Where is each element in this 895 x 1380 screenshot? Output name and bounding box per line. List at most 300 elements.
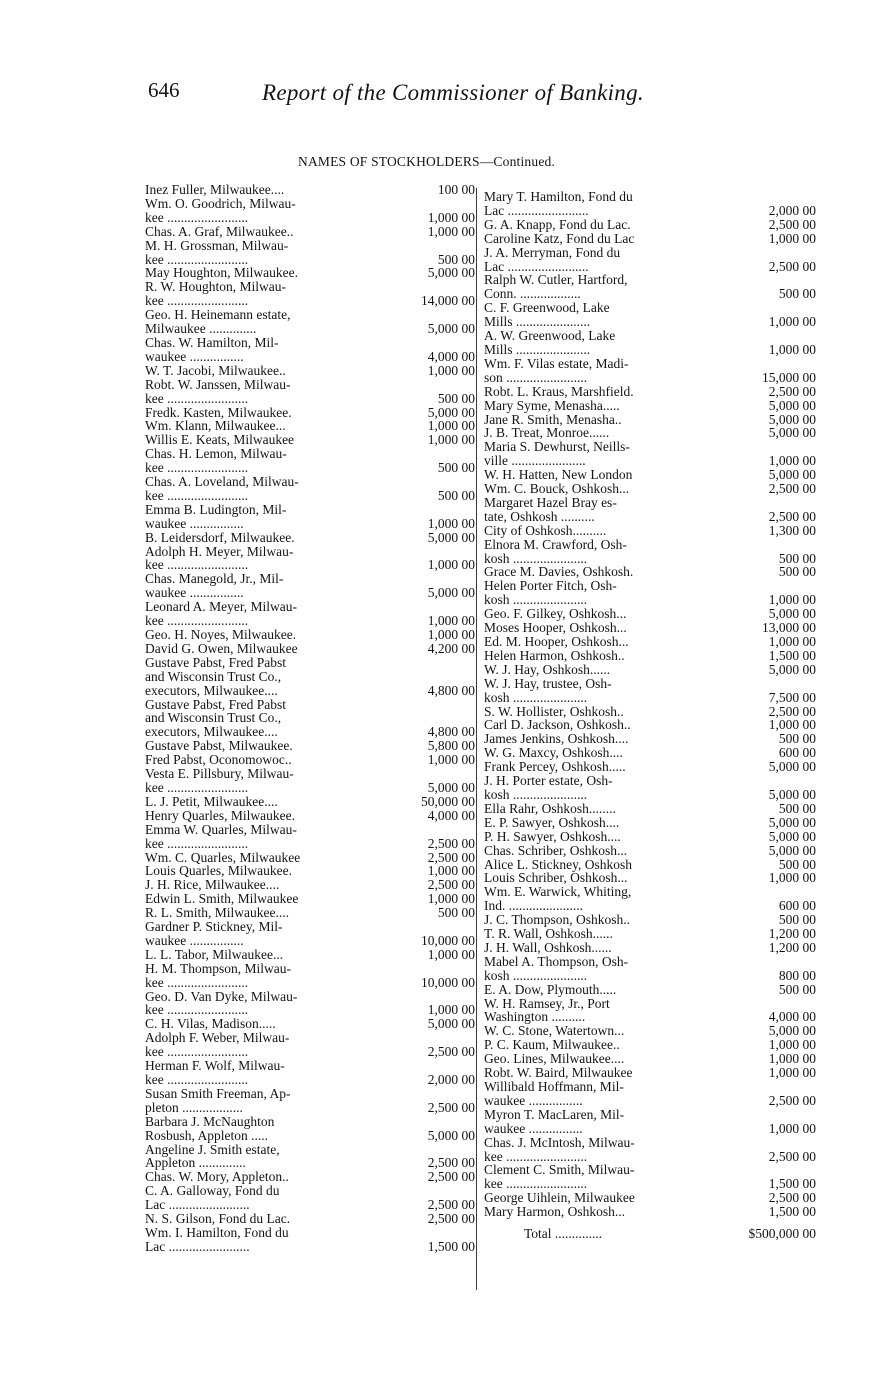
share-amount: 5,000 00 (768, 786, 816, 802)
share-amount: 1,000 00 (768, 230, 816, 246)
share-amount: 500 00 (437, 460, 475, 476)
stockholder-name: Chas. W. Hamilton, Mil- waukee ................ (145, 334, 279, 364)
stockholder-row (145, 1170, 475, 1184)
stockholder-name: Frank Percey, Oshkosh..... (484, 759, 626, 775)
stockholder-row (484, 468, 816, 482)
share-amount: 1,000 00 (427, 1002, 475, 1018)
stockholder-name: Carl D. Jackson, Oshkosh.. (484, 717, 631, 733)
share-amount: 4,000 00 (768, 1009, 816, 1025)
share-amount: 2,500 00 (427, 1099, 475, 1115)
stockholder-row (484, 746, 816, 760)
stockholder-name: G. A. Knapp, Fond du Lac. (484, 216, 631, 232)
stockholder-row (484, 913, 816, 927)
stockholder-row (484, 1024, 816, 1038)
stockholder-name: Robt. L. Kraus, Marshfield. (484, 383, 634, 399)
share-amount: 1,000 00 (768, 341, 816, 357)
stockholder-row (145, 990, 475, 1018)
stockholder-row (145, 767, 475, 795)
share-amount: 1,000 00 (427, 863, 475, 879)
stockholder-name: W. J. Hay, trustee, Osh- kosh ...................... (484, 675, 612, 705)
stockholder-row (484, 1136, 816, 1164)
share-amount: 13,000 00 (762, 620, 816, 636)
stockholder-row (145, 642, 475, 656)
share-amount: 2,500 00 (427, 1197, 475, 1213)
share-amount: 500 00 (778, 800, 816, 816)
stockholder-row (484, 997, 816, 1025)
stockholder-name: L. J. Petit, Milwaukee.... (145, 793, 278, 809)
stockholder-row (484, 621, 816, 635)
share-amount: 2,500 00 (427, 835, 475, 851)
share-amount: 5,000 00 (768, 828, 816, 844)
stockholder-name: Moses Hooper, Oshkosh... (484, 620, 627, 636)
share-amount: 500 00 (778, 564, 816, 580)
stockholder-row (145, 419, 475, 433)
stockholder-row (484, 871, 816, 885)
stockholder-name: Angeline J. Smith estate, Appleton .............. (145, 1141, 280, 1171)
stockholder-name: James Jenkins, Oshkosh.... (484, 731, 629, 747)
stockholder-name: Geo. H. Noyes, Milwaukee. (145, 627, 297, 642)
stockholder-row (145, 336, 475, 364)
section-heading: NAMES OF STOCKHOLDERS—Continued. (298, 154, 556, 169)
stockholder-row (145, 1143, 475, 1171)
share-amount: 1,000 00 (427, 418, 475, 434)
stockholder-row (484, 218, 816, 232)
stockholder-row (145, 433, 475, 447)
share-amount: 10,000 00 (421, 932, 475, 948)
stockholder-row (145, 739, 475, 753)
stockholder-row (484, 955, 816, 983)
stockholder-row (145, 698, 475, 740)
stockholder-row (145, 475, 475, 503)
stockholder-row (145, 809, 475, 823)
stockholder-row (484, 858, 816, 872)
stockholder-row (484, 941, 816, 955)
share-amount: 1,000 00 (768, 453, 816, 469)
stockholder-name: Chas. J. McIntosh, Milwau- kee ........................ (484, 1134, 635, 1164)
stockholder-name: Chas. A. Loveland, Milwau- kee ........................ (145, 474, 299, 503)
stockholder-row (484, 983, 816, 997)
stockholder-name: Willibald Hoffmann, Mil- waukee ................ (484, 1079, 624, 1108)
stockholder-name: Chas. H. Lemon, Milwau- kee ........................ (145, 446, 287, 476)
stockholder-row (484, 1205, 816, 1219)
stockholder-name: Ralph W. Cutler, Hartford, Conn. .................. (484, 272, 628, 302)
stockholder-name: Emma B. Ludington, Mil- waukee ................ (145, 501, 287, 531)
stockholder-row (145, 1059, 475, 1087)
stockholder-name: J. H. Wall, Oshkosh...... (484, 939, 612, 955)
stockholder-row (484, 496, 816, 524)
stockholder-row (145, 1115, 475, 1143)
stockholder-row (145, 906, 475, 920)
stockholder-name: Grace M. Davies, Oshkosh. (484, 564, 634, 580)
stockholder-name: Leonard A. Meyer, Milwau- kee ........................ (145, 599, 298, 629)
share-amount: 1,000 00 (768, 1065, 816, 1081)
stockholder-row (484, 385, 816, 399)
stockholder-name: Ed. M. Hooper, Oshkosh... (484, 634, 629, 649)
stockholder-row (484, 413, 816, 427)
stockholder-name: Gustave Pabst, Milwaukee. (145, 738, 293, 754)
share-amount: 5,000 00 (427, 404, 475, 420)
share-amount: 500 00 (778, 550, 816, 566)
stockholder-name: Chas. A. Graf, Milwaukee.. (145, 223, 294, 239)
share-amount: 1,000 00 (427, 557, 475, 573)
share-amount: 5,000 00 (768, 467, 816, 483)
share-amount: 5,000 00 (427, 1016, 475, 1032)
stockholder-row (484, 1163, 816, 1191)
share-amount: 5,000 00 (768, 814, 816, 830)
stockholder-row (145, 795, 475, 809)
stockholder-row (484, 732, 816, 746)
share-amount: 2,500 00 (768, 1092, 816, 1108)
share-amount: 4,800 00 (427, 724, 475, 740)
stockholder-row (145, 878, 475, 892)
stockholder-row (484, 246, 816, 274)
share-amount: 2,500 00 (427, 1155, 475, 1171)
stockholder-row (484, 607, 816, 621)
share-amount: 1,200 00 (768, 926, 816, 942)
stockholder-name: Gustave Pabst, Fred Pabst and Wisconsin Trust Co., executors, Milwaukee.... (145, 654, 286, 698)
stockholder-name: David G. Owen, Milwaukee (145, 640, 298, 656)
stockholder-name: E. P. Sawyer, Oshkosh.... (484, 814, 620, 830)
share-amount: 1,500 00 (768, 1176, 816, 1192)
stockholder-row (145, 851, 475, 865)
stockholder-name: Mabel A. Thompson, Osh- kosh ...................... (484, 953, 629, 983)
stockholder-name: Adolph H. Meyer, Milwau- kee ........................ (145, 543, 294, 573)
stockholder-row (145, 1087, 475, 1115)
share-amount: 1,000 00 (768, 1051, 816, 1067)
share-amount: 2,500 00 (768, 703, 816, 719)
stockholder-name: Alice L. Stickney, Oshkosh (484, 856, 632, 872)
share-amount: 1,500 00 (427, 1238, 475, 1254)
share-amount: 5,000 00 (427, 265, 475, 281)
share-amount: 1,000 00 (768, 717, 816, 733)
share-amount: 2,500 00 (427, 1169, 475, 1185)
share-amount: 4,000 00 (427, 348, 475, 364)
stockholder-name: W. H. Ramsey, Jr., Port Washington .......... (484, 995, 610, 1025)
stockholder-row (484, 524, 816, 538)
stockholder-row (484, 482, 816, 496)
stockholder-name: C. H. Vilas, Madison..... (145, 1016, 276, 1032)
stockholder-name: E. A. Dow, Plymouth..... (484, 981, 617, 997)
share-amount: 1,000 00 (427, 613, 475, 629)
stockholder-name: Inez Fuller, Milwaukee.... (145, 182, 285, 197)
share-amount: 2,500 00 (768, 383, 816, 399)
stockholder-name: Geo. F. Gilkey, Oshkosh... (484, 606, 627, 622)
share-amount: 4,200 00 (427, 640, 475, 656)
stockholder-row (145, 197, 475, 225)
share-amount: 2,500 00 (768, 508, 816, 524)
stockholder-name: Ella Rahr, Oshkosh........ (484, 800, 616, 816)
stockholder-row (484, 760, 816, 774)
share-amount: 500 00 (778, 286, 816, 302)
stockholder-row (484, 190, 816, 218)
stockholder-name: Geo. Lines, Milwaukee.... (484, 1051, 625, 1067)
stockholder-name: S. W. Hollister, Oshkosh.. (484, 703, 624, 719)
left-column (145, 183, 475, 1254)
share-amount: 1,000 00 (768, 1037, 816, 1053)
share-amount: 800 00 (778, 967, 816, 983)
share-amount: 1,000 00 (427, 209, 475, 225)
stockholder-name: Helen Porter Fitch, Osh- kosh ...................... (484, 578, 617, 608)
share-amount: 500 00 (437, 251, 475, 267)
stockholder-name: Susan Smith Freeman, Ap- pleton .................. (145, 1085, 291, 1115)
stockholder-row (145, 656, 475, 698)
stockholder-name: R. W. Houghton, Milwau- kee ........................ (145, 279, 287, 309)
stockholder-row (484, 440, 816, 468)
stockholder-name: May Houghton, Milwaukee. (145, 265, 298, 281)
share-amount: 1,000 00 (768, 870, 816, 886)
stockholder-name: T. R. Wall, Oshkosh...... (484, 926, 613, 942)
stockholder-row (145, 503, 475, 531)
share-amount: 1,000 00 (768, 1120, 816, 1136)
share-amount: 2,500 00 (427, 877, 475, 893)
stockholder-name: Emma W. Quarles, Milwau- kee ........................ (145, 821, 297, 851)
stockholder-name: L. L. Tabor, Milwaukee... (145, 946, 284, 962)
stockholder-name: Henry Quarles, Milwaukee. (145, 807, 295, 823)
stockholder-name: Wm. C. Bouck, Oshkosh... (484, 481, 630, 497)
share-amount: 1,000 00 (427, 515, 475, 531)
stockholder-name: W. C. Stone, Watertown... (484, 1023, 625, 1039)
stockholder-row (145, 1017, 475, 1031)
stockholder-name: Wm. C. Quarles, Milwaukee (145, 849, 301, 865)
stockholder-name: Wm. F. Vilas estate, Madi- son ........................ (484, 355, 629, 385)
share-amount: 5,000 00 (768, 411, 816, 427)
stockholder-row (484, 273, 816, 301)
share-amount: 1,000 00 (768, 634, 816, 649)
stockholder-name: Wm. O. Goodrich, Milwau- kee ........................ (145, 195, 296, 225)
stockholder-row (145, 823, 475, 851)
stockholder-name: J. B. Treat, Monroe...... (484, 425, 610, 441)
stockholder-name: Margaret Hazel Bray es- tate, Oshkosh .......... (484, 494, 617, 524)
share-amount: 5,000 00 (427, 321, 475, 337)
stockholder-name: Chas. W. Mory, Appleton.. (145, 1169, 289, 1185)
stockholder-row (145, 266, 475, 280)
share-amount: 2,500 00 (427, 849, 475, 865)
stockholder-name: Adolph F. Weber, Milwau- kee ........................ (145, 1030, 290, 1060)
stockholder-name: Chas. Schriber, Oshkosh... (484, 842, 628, 858)
stockholder-row (484, 718, 816, 732)
share-amount: 600 00 (778, 745, 816, 761)
share-amount: 500 00 (778, 912, 816, 928)
stockholder-name: George Uihlein, Milwaukee (484, 1190, 635, 1206)
share-amount: 500 00 (437, 905, 475, 921)
share-amount: 1,200 00 (768, 939, 816, 955)
stockholder-name: City of Oshkosh.......... (484, 522, 607, 538)
total-row (484, 1227, 816, 1241)
share-amount: 2,000 00 (768, 202, 816, 218)
stockholder-name: W. G. Maxcy, Oshkosh.... (484, 745, 623, 761)
share-amount: 5,000 00 (427, 1127, 475, 1143)
stockholder-name: J. H. Porter estate, Osh- kosh ...................... (484, 773, 613, 802)
share-amount: 10,000 00 (421, 974, 475, 990)
stockholder-row (484, 830, 816, 844)
share-amount: 500 00 (778, 731, 816, 747)
share-amount: 600 00 (778, 898, 816, 914)
stockholder-row (484, 649, 816, 663)
stockholder-name: P. H. Sawyer, Oshkosh.... (484, 828, 621, 844)
share-amount: 1,000 00 (427, 946, 475, 962)
share-amount: 5,000 00 (427, 529, 475, 545)
stockholder-row (145, 1212, 475, 1226)
share-amount: 5,800 00 (427, 738, 475, 754)
stockholder-row (145, 1226, 475, 1254)
stockholder-row (484, 802, 816, 816)
stockholder-name: Vesta E. Pillsbury, Milwau- kee ........................ (145, 766, 294, 795)
share-amount: 2,500 00 (768, 1148, 816, 1164)
share-amount: 2,500 00 (768, 481, 816, 497)
stockholder-name: Herman F. Wolf, Milwau- kee ........................ (145, 1058, 285, 1087)
share-amount: 5,000 00 (768, 661, 816, 677)
stockholder-row (484, 399, 816, 413)
share-amount: 5,000 00 (768, 842, 816, 858)
share-amount: 2,500 00 (768, 1190, 816, 1206)
stockholder-name: H. M. Thompson, Milwau- kee ........................ (145, 960, 292, 990)
stockholder-name: Barbara J. McNaughton Rosbush, Appleton ..... (145, 1113, 275, 1143)
share-amount: 1,000 00 (768, 314, 816, 330)
stockholder-name: Elnora M. Crawford, Osh- kosh ...................... (484, 536, 627, 566)
stockholder-row (145, 628, 475, 642)
stockholder-name: Willis E. Keats, Milwaukee (145, 432, 295, 448)
stockholder-name: Robt. W. Baird, Milwaukee (484, 1065, 633, 1081)
stockholder-name: Gustave Pabst, Fred Pabst and Wisconsin Trust Co., executors, Milwaukee.... (145, 696, 286, 740)
stockholder-row (484, 927, 816, 941)
stockholder-name: Chas. Manegold, Jr., Mil- waukee ................ (145, 571, 284, 601)
share-amount: 50,000 00 (421, 793, 475, 809)
stockholder-name: Robt. W. Janssen, Milwau- kee ........................ (145, 376, 291, 406)
share-amount: 1,000 00 (427, 752, 475, 768)
stockholder-row (145, 239, 475, 267)
share-amount: 2,000 00 (427, 1072, 475, 1087)
stockholder-row (145, 183, 475, 197)
stockholder-row (484, 677, 816, 705)
stockholder-name: Gardner P. Stickney, Mil- waukee ................ (145, 919, 283, 948)
share-amount: 1,000 00 (427, 627, 475, 642)
stockholder-name: Geo. H. Heinemann estate, Milwaukee .............. (145, 307, 291, 337)
stockholder-name: Wm. I. Hamilton, Fond du Lac ........................ (145, 1224, 289, 1254)
stockholder-row (484, 885, 816, 913)
stockholder-name: Wm. E. Warwick, Whiting, Ind. ...................... (484, 884, 632, 914)
stockholder-name: B. Leidersdorf, Milwaukee. (145, 529, 295, 545)
stockholder-row (145, 364, 475, 378)
stockholder-name: P. C. Kaum, Milwaukee.. (484, 1037, 620, 1053)
stockholder-name: Helen Harmon, Oshkosh.. (484, 647, 625, 663)
share-amount: 4,000 00 (427, 807, 475, 823)
share-amount: 5,000 00 (427, 779, 475, 795)
stockholder-row (145, 225, 475, 239)
stockholder-row (484, 329, 816, 357)
stockholder-row (484, 1108, 816, 1136)
stockholder-row (145, 545, 475, 573)
stockholder-name: Mary Harmon, Oshkosh... (484, 1204, 625, 1220)
stockholder-name: N. S. Gilson, Fond du Lac. (145, 1211, 291, 1227)
share-amount: 15,000 00 (762, 369, 816, 385)
stockholder-name: Caroline Katz, Fond du Lac (484, 230, 635, 246)
stockholder-row (145, 406, 475, 420)
stockholder-name: Jane R. Smith, Menasha.. (484, 411, 622, 427)
stockholder-row (484, 816, 816, 830)
stockholder-row (484, 565, 816, 579)
share-amount: 14,000 00 (421, 293, 475, 309)
stockholder-name: W. T. Jacobi, Milwaukee.. (145, 362, 286, 378)
share-amount: 1,000 00 (427, 362, 475, 378)
stockholder-name: J. C. Thompson, Oshkosh.. (484, 912, 631, 928)
stockholder-row (145, 600, 475, 628)
stockholder-row (145, 378, 475, 406)
stockholder-row (145, 280, 475, 308)
stockholder-row (145, 920, 475, 948)
share-amount: 1,000 00 (768, 592, 816, 608)
right-column (484, 190, 816, 1241)
stockholder-row (484, 663, 816, 677)
share-amount: 5,000 00 (768, 606, 816, 622)
stockholder-name: J. A. Merryman, Fond du Lac ........................ (484, 244, 621, 274)
share-amount: 1,000 00 (427, 891, 475, 907)
share-amount: 2,500 00 (768, 258, 816, 274)
stockholder-name: C. F. Greenwood, Lake Mills ...................... (484, 300, 610, 330)
share-amount: 5,000 00 (768, 425, 816, 441)
stockholder-row (484, 357, 816, 385)
share-amount: 500 00 (778, 856, 816, 872)
share-amount: 5,000 00 (768, 1023, 816, 1039)
column-divider (476, 188, 477, 1290)
stockholder-row (484, 1191, 816, 1205)
share-amount: 500 00 (437, 390, 475, 406)
stockholder-row (484, 1052, 816, 1066)
stockholder-row (484, 1038, 816, 1052)
stockholder-row (484, 579, 816, 607)
stockholder-name: W. J. Hay, Oshkosh...... (484, 661, 611, 677)
share-amount: 2,500 00 (427, 1211, 475, 1227)
share-amount: 500 00 (778, 981, 816, 997)
stockholder-row (484, 635, 816, 649)
stockholder-row (145, 308, 475, 336)
stockholder-row (484, 538, 816, 566)
stockholder-name: Louis Schriber, Oshkosh... (484, 870, 628, 886)
share-amount: 1,000 00 (427, 223, 475, 239)
stockholder-name: J. H. Rice, Milwaukee.... (145, 877, 280, 893)
stockholder-row (145, 864, 475, 878)
share-amount: 1,500 00 (768, 647, 816, 663)
stockholder-row (484, 705, 816, 719)
stockholder-row (484, 232, 816, 246)
share-amount: 1,300 00 (768, 522, 816, 538)
stockholder-row (145, 447, 475, 475)
stockholder-name: Clement C. Smith, Milwau- kee ........................ (484, 1162, 635, 1192)
stockholder-name: R. L. Smith, Milwaukee.... (145, 905, 289, 921)
stockholder-name: Geo. D. Van Dyke, Milwau- kee ........................ (145, 988, 298, 1018)
share-amount: 5,000 00 (427, 585, 475, 601)
stockholder-row (145, 531, 475, 545)
stockholder-name: Mary T. Hamilton, Fond du Lac ........................ (484, 189, 633, 218)
stockholder-name: C. A. Galloway, Fond du Lac ........................ (145, 1183, 280, 1213)
share-amount: 1,000 00 (427, 432, 475, 448)
stockholder-name: Wm. Klann, Milwaukee... (145, 418, 286, 434)
stockholder-row (145, 1184, 475, 1212)
share-amount: 5,000 00 (768, 759, 816, 775)
stockholder-row (145, 572, 475, 600)
share-amount: 4,800 00 (427, 682, 475, 698)
stockholder-row (145, 948, 475, 962)
stockholder-row (145, 892, 475, 906)
share-amount: 2,500 00 (768, 216, 816, 232)
stockholder-row (484, 1066, 816, 1080)
stockholder-row (484, 844, 816, 858)
stockholder-name: M. H. Grossman, Milwau- kee ........................ (145, 237, 289, 267)
stockholder-row (484, 774, 816, 802)
stockholder-name: Maria S. Dewhurst, Neills- ville ...................... (484, 439, 630, 469)
stockholder-row (145, 1031, 475, 1059)
stockholder-name: A. W. Greenwood, Lake Mills ...................... (484, 328, 616, 357)
page-number: 646 (148, 78, 180, 102)
